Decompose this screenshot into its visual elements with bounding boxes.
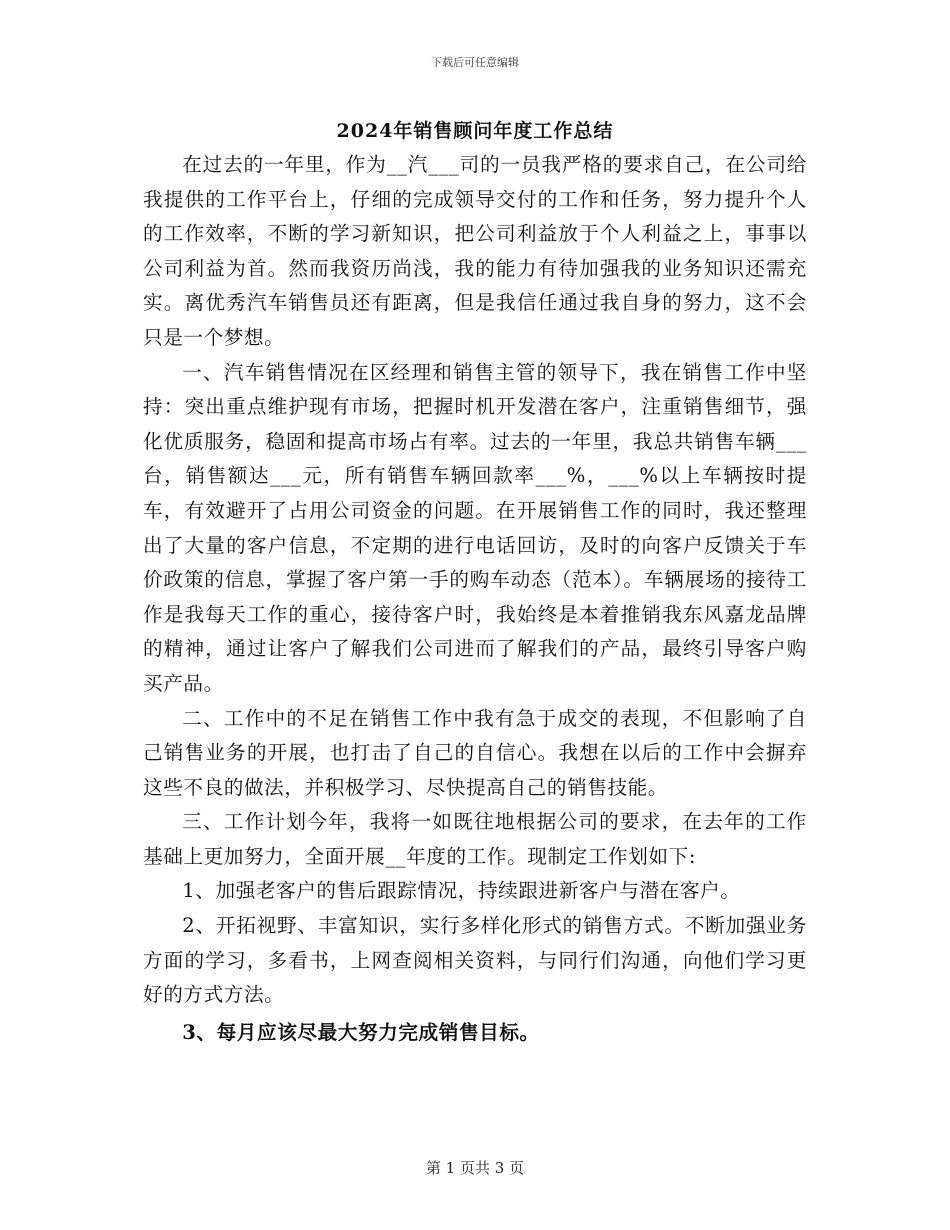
document-title: 2024年销售顾问年度工作总结 xyxy=(336,120,614,142)
paragraph-intro: 在过去的一年里，作为__汽___司的一员我严格的要求自己，在公司给我提供的工作平台上，仔细的完成领导交付的工作和任务，努力提升个人的工作效率，不断的学习新知识，把公司利益放于个人利益之上，事事以公司利益为首。然而我资历尚浅，我的能力有待加强我的业务知识还需充实。离优秀汽车销售员还有距离，但是我信任通过我自身的努力，这不会只是一个梦想。 xyxy=(143,153,807,349)
paragraph-plan-item-1: 1、加强老客户的售后跟踪情况，持续跟进新客户与潜在客户。 xyxy=(182,879,741,903)
paragraph-sales-situation: 一、汽车销售情况在区经理和销售主管的领导下，我在销售工作中坚持：突出重点维护现有市场，把握时机开发潜在客户，注重销售细节，强化优质服务，稳固和提高市场占有率。过去的一年里，我总共销售车辆___台，销售额达___元，所有销售车辆回款率___%，___%以上车辆按时提车，有效避开了占用公司资金的问题。在开展销售工作的同时，我还整理出了大量的客户信息，不定期的进行电话回访，及时的向客户反馈关于车价政策的信息，掌握了客户第一手的购车动态（范本）。车辆展场的接待工作是我每天工作的重心，接待客户时，我始终是本着推销我东风嘉龙品牌的精神，通过让客户了解我们公司进而了解我们的产品，最终引导客户购买产品。 xyxy=(143,360,807,695)
paragraph-shortcomings: 二、工作中的不足在销售工作中我有急于成交的表现，不但影响了自己销售业务的开展，也打击了自己的自信心。我想在以后的工作中会摒弃这些不良的做法，并积极学习、尽快提高自己的销售技能。 xyxy=(143,706,807,799)
paragraph-work-plan: 三、工作计划今年，我将一如既往地根据公司的要求，在去年的工作基础上更加努力，全面开展__年度的工作。现制定工作划如下: xyxy=(143,810,807,868)
paragraph-plan-item-2: 2、开拓视野、丰富知识，实行多样化形式的销售方式。不断加强业务方面的学习，多看书，上网查阅相关资料，与同行们沟通，向他们学习更好的方式方法。 xyxy=(143,914,807,1007)
document-body xyxy=(143,148,807,1050)
header-note: 下载后可任意编辑 xyxy=(431,56,519,69)
page-footer: 第 1 页共 3 页 xyxy=(425,1159,525,1177)
paragraph-plan-item-3: 3、每月应该尽最大努力完成销售目标。 xyxy=(182,1020,540,1044)
